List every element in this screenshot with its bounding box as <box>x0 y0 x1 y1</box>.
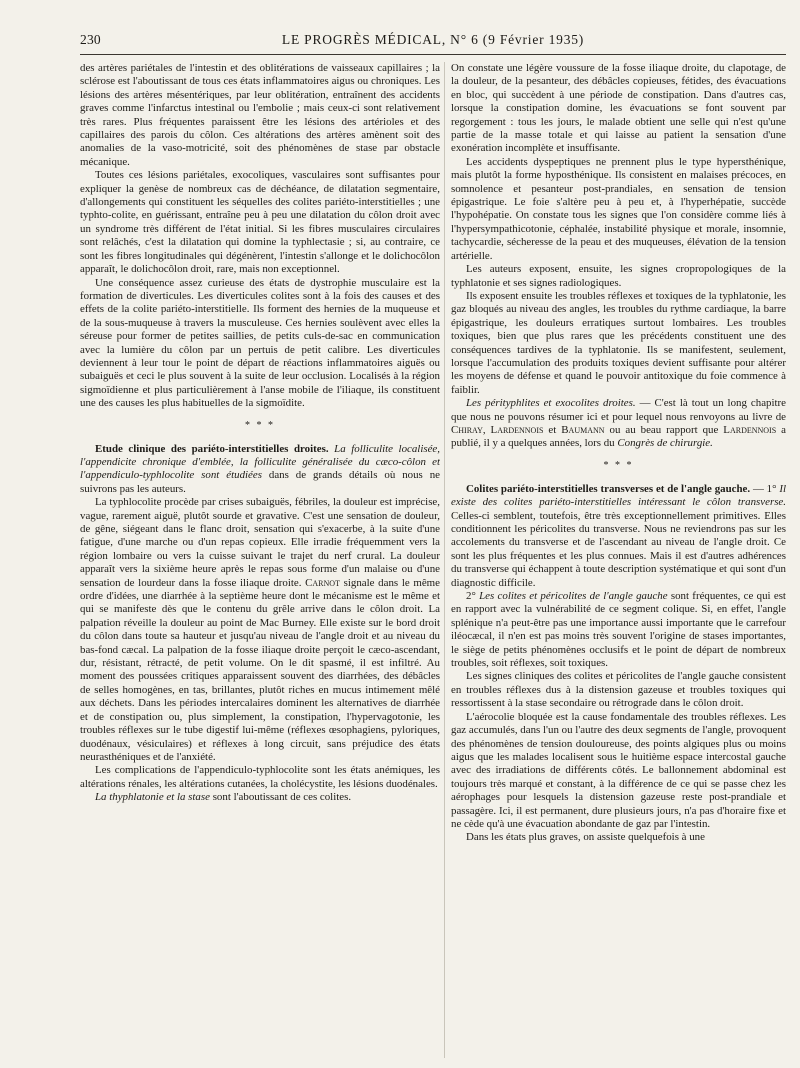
text: ou au beau rapport que <box>609 423 719 436</box>
running-header <box>80 32 786 50</box>
paragraph: Les complications de l'appendiculo-typhlocolite sont les états anémiques, les altérations rénales, les altérations cutanées, la cholécystite, les lésions duodénales. <box>80 764 440 790</box>
italic-text: La folliculite localisée, l'appendicite chronique d'emblée, la folliculite généralisée du cæco-côlon et l'appendiculo-typhlocolite sont étudiées <box>80 442 440 482</box>
section-heading: Etude clinique des pariéto-interstitielles droites. <box>95 442 329 455</box>
author-name: Baumann <box>561 423 605 436</box>
text: La typhlocolite procède par crises subaiguës, fébriles, la douleur est imprécise, vague, rarement aiguë, plutôt sourde et gravative. C'est une sensation de douleur, de gêne, siégeant dans le flanc droit, sensation qui s'exacerbe, à la suite d'une fatigue, d'une marche ou d'un repas copieux. Elle irradie fréquemment vers la région lombaire ou vers la cuisse suivant le trajet du nerf crural. La douleur apparaît vers la sixième heure après le repas sous forme d'un malaise ou d'une sensation de lourdeur dans la fosse iliaque droite. <box>80 496 440 589</box>
text: — C'est là tout un long chapitre que nous ne pouvons résumer ici et pour lequel nous renvoyons au livre de <box>451 397 786 423</box>
right-column <box>451 62 786 1062</box>
paragraph: Dans les états plus graves, on assiste quelquefois à une <box>466 831 705 844</box>
paragraph <box>451 483 786 590</box>
paragraph: Les auteurs exposent, ensuite, les signes cropropologiques de la typhlatonie et ses signes radiologiques. <box>451 263 786 289</box>
left-column <box>80 62 440 1062</box>
section-separator: * * * <box>245 419 275 431</box>
paragraph: Les signes cliniques des colites et péricolites de l'angle gauche consistent en troubles réflexes dus à la distension gazeuse et troubles toxiques qui ressortissent à la stase secondaire ou rétrograde dans le côlon droit. <box>451 670 786 710</box>
paragraph: Ils exposent ensuite les troubles réflexes et toxiques de la typhlatonie, les gaz bloqués au niveau des angles, les troubles du rythme cardiaque, la barre épigastrique, les douleurs erratiques surtout lombaires. Les troubles toxiques, bien que plus rares que les précédents constituent une des conséquences tardives de la typhlatonie. Ils se manifestent, seulement, lorsque l'accumulation des produits toxiques devient suffisante pour altérer les moyens de défense et quand le pouvoir antitoxique du foie commence à faiblir. <box>451 289 786 396</box>
journal-title: LE PROGRÈS MÉDICAL, N° 6 (9 Février 1935) <box>281 32 585 47</box>
paragraph <box>451 397 786 451</box>
text: et <box>548 423 557 436</box>
paragraph: des artères pariétales de l'intestin et des oblitérations de vaisseaux capillaires ; la sclérose est l'aboutissant de tous ces états inflammatoires aigus ou chroniques. Les lésions des artères mésentériques, par leur oblitération, entraînent des accidents graves comme l'infarctus intestinal ou l'embolie ; mais ceux-ci sont relativement très rares. Plus fréquentes paraissent être les lésions des artérioles et des capillaires des parois du côlon. Ces altérations des artères amènent soit des anomalies de la vaso-motricité, soit des phénomènes de stase par obstacle mécanique. <box>80 62 440 168</box>
paragraph: Les accidents dyspeptiques ne prennent plus le type hypersthénique, mais plutôt la forme hyposthénique. Ils consistent en malaises précoces, en somnolence et pesanteur post-prandiales, en sensation de tension épigastrique. Le foie s'altère peu à peu et, à l'hyperhépatie, succède l'hypohépatie. On constate tous les signes que l'on considère comme liés à l'hypersympathicotonie, céphalée, instabilité physique et morale, insomnie, tachycardie, sécheresse de la peau et des muqueuses, élévation de la tension artérielle. <box>451 155 786 262</box>
text: 2° <box>466 590 476 603</box>
italic-text: La thyphlatonie et la stase <box>95 791 210 804</box>
text: — 1° <box>752 482 777 495</box>
paragraph <box>80 496 440 764</box>
text: sont fréquentes, ce qui est en rapport avec la vulnérabilité de ce segment colique. Si, en effet, l'angle splénique n'a peut-être pas une importance aussi importante que le carrefour iléocæcal, il n'en est pas moins très souvent l'origine de stases importantes, le siège de petits phénomènes occlusifs et le point de départ de nombreux troubles, soit réflexes, soit toxiques. <box>451 590 786 670</box>
italic-text: Il existe des colites pariéto-interstitielles intéressant le côlon transverse. <box>451 482 786 509</box>
paragraph <box>80 791 440 804</box>
paragraph <box>80 443 440 497</box>
column-divider <box>444 62 445 1058</box>
italic-text: Congrès de chirurgie. <box>617 437 713 450</box>
text: Celles-ci semblent, toutefois, être très exceptionnellement primitives. Elles conditionnent les péricolites du transverse. Nous ne reviendrons pas sur les accolements du transverse et de l'ascendant au niveau de l'angle droit. Ce sont les plus fréquentes et les plus connues. Mais il est d'autres adhérences du transverse qui échappent à toute description systématique et qui sont d'un diagnostic difficile. <box>451 509 786 589</box>
header-rule <box>80 54 786 55</box>
section-heading: Colites pariéto-interstitielles transverses et de l'angle gauche. <box>466 482 751 495</box>
paragraph: L'aérocolie bloquée est la cause fondamentale des troubles réflexes. Les gaz accumulés, dans l'un ou l'autre des deux segments de l'angle, provoquent des phénomènes de tension douloureuse, des points algiques plus ou moins aigus que les malades localisent sous le huitième espace intercostal gauche avec des irradiations de différents côtés. Le ballonnement abdominal est toujours très marqué et constant, à la différence de ce qui se passe chez les aérophages pour lesquels la distension gazeuse reste post-prandiale et passagère. Ici, il est permanent, dure plusieurs jours, n'a pas d'horaire fixe et ne cède qu'à une évacuation abondante de gaz par l'intestin. <box>451 710 786 830</box>
italic-text: Les pérityphlites et exocolites droites. <box>466 397 636 410</box>
text: signale dans le même ordre d'idées, une diarrhée à la septième heure dont le mécanisme est le même et qui se manifeste dès que le contenu du grêle arrive dans le côlon droit. La palpation réveille la douleur au point de Mac Burney. Elle existe sur le bord droit du côlon dans toute sa hauteur et jusqu'au niveau de l'angle droit et au niveau du bas-fond cæcal. La palpation de la fosse iliaque droite perçoit le cæco-ascendant, dur, résistant, rétracté, de petit volume. On le dit spasmé, il est infiltré. Au moment des poussées critiques apparaissent souvent des diarrhées, des débâcles de selles homogènes, en tas, brillantes, plutôt riches en mucus intimement mêlé aux déchets. Dans les périodes intercalaires dominent les alternatives de diarrhée et de constipation ou, plus simplement, la constipation, l'hypervagotonie, les troubles réflexes sur le tube digestif lui-même (réflexes œsophagiens, pyloriques, duodénaux, vésiculaires) et réflexes à long circuit, sans préjudice des états neurasthéniques et de l'anxiété. <box>80 576 440 763</box>
italic-text: Les colites et péricolites de l'angle gauche <box>479 590 668 603</box>
text: sont l'aboutissant de ces colites. <box>212 791 352 804</box>
section-separator: * * * <box>603 459 634 471</box>
author-name: Carnot <box>305 576 340 589</box>
author-name: Lardennois <box>723 423 777 436</box>
author-name: Chiray, Lardennois <box>451 423 544 436</box>
text: dans de grands détails où nous ne suivrons pas les auteurs. <box>80 469 440 495</box>
paragraph: On constate une légère voussure de la fosse iliaque droite, du clapotage, de la douleur, de la pesanteur, des débâcles copieuses, fétides, des évacuations en bloc, qui succèdent à une période de constipation. Dans d'autres cas, lorsque la constipation domine, les évacuations se font souvent par regorgement : tous les jours, le malade obtient une selle qui n'est qu'une partie de la masse totale et qui laisse au patient la sensation d'une exonération incomplète et insuffisante. <box>451 62 786 155</box>
paragraph: Une conséquence assez curieuse des états de dystrophie musculaire est la formation de diverticules. Les diverticules colites sont à la fois des causes et des effets de la colite pariéto-interstitielle. Ils forment des hernies de la muqueuse et de la sous-muqueuse à travers la musculeuse. Ces hernies soulèvent avec elles la séreuse pour former de petites saillies, de petits culs-de-sac en communication avec la lumière du côlon par un pertuis de petit calibre. Les diverticules deviennent à leur tour le point de départ de réactions inflammatoires aiguës ou subaiguës et ceci le plus souvent à la suite de leur occlusion. Localisés à la région sigmoïdienne et plus particulièrement à l'anse mobile de l'iliaque, ils constituent une des causes les plus habituelles de la sigmoïdite. <box>80 276 440 410</box>
paragraph: Toutes ces lésions pariétales, exocoliques, vasculaires sont suffisantes pour expliquer la genèse de nombreux cas de déchéance, de dilatation segmentaire, d'allongements qui constituent les séquelles des colites pariéto-interstitielles ; une typhto-colite, en guérissant, entraîne peu à peu une dilatation du côlon droit avec un syndrome très différent de l'état initial. Si les fibres musculaires circulaires sont relâchés, c'est la dilatation qui domine la typhlectasie ; si, au contraire, ce sont les fibres longitudinales qui dégénèrent, l'intestin s'allonge et le dolichocôlon apparaît, le dolichocôlon droit, rare, mais non exceptionnel. <box>80 169 440 276</box>
paragraph <box>451 590 786 670</box>
text: a publié, il y a quelques années, lors du <box>451 423 786 450</box>
page-number: 230 <box>80 32 101 47</box>
